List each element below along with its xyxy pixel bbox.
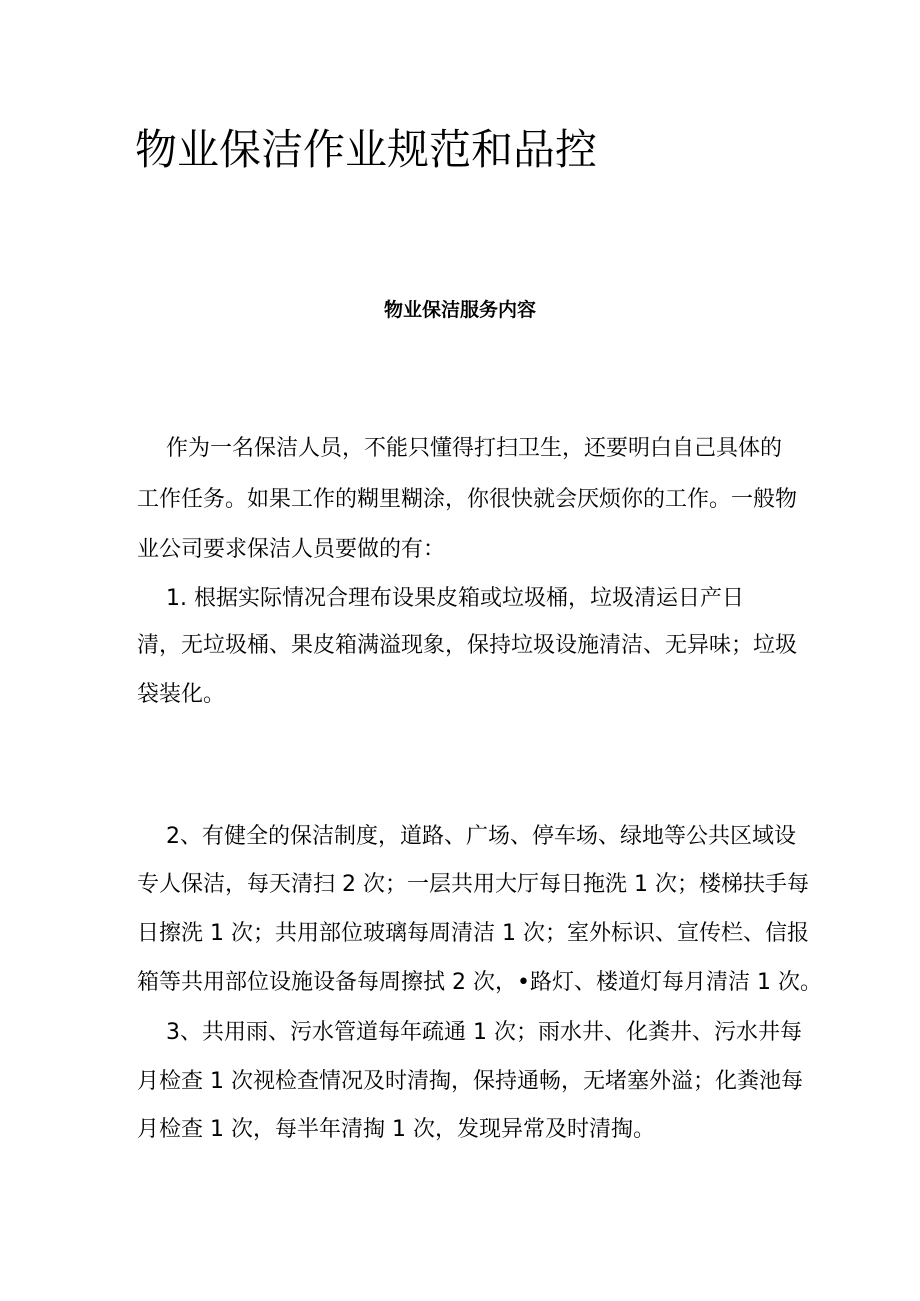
section-title: 物业保洁服务内容 [383, 299, 536, 321]
item-2-line-3: 日擦洗 1 次；共用部位玻璃每周清洁 1 次；室外标识、宣传栏、信报 [137, 921, 809, 946]
intro-line-1: 作为一名保洁人员，不能只懂得打扫卫生，还要明白自己具体的 [166, 436, 783, 461]
item-3-line-3: 月检查 1 次，每半年清掏 1 次，发现异常及时清掏。 [137, 1117, 655, 1142]
item-1-line-3: 袋装化。 [137, 682, 226, 707]
item-3-line-2: 月检查 1 次视检查情况及时清掏，保持通畅，无堵塞外溢；化粪池每 [137, 1069, 803, 1094]
intro-line-2: 工作任务。如果工作的糊里糊涂，你很快就会厌烦你的工作。一般物 [137, 487, 798, 512]
intro-line-3: 业公司要求保洁人员要做的有： [137, 537, 446, 562]
item-3-line-1: 3、共用雨、污水管道每年疏通 1 次；雨水井、化粪井、污水井每 [166, 1020, 802, 1045]
item-2-line-1: 2、有健全的保洁制度，道路、广场、停车场、绿地等公共区域设 [166, 824, 796, 849]
document-title: 物业保洁作业规范和品控 [135, 125, 598, 174]
item-2-line-4: 箱等共用部位设施设备每周擦拭 2 次，•路灯、楼道灯每月清洁 1 次。 [137, 970, 822, 995]
item-1-line-1: 1. 根据实际情况合理布设果皮箱或垃圾桶，垃圾清运日产日 [166, 586, 744, 611]
item-1-line-2: 清，无垃圾桶、果皮箱满溢现象，保持垃圾设施清洁、无异味；垃圾 [137, 633, 798, 658]
item-2-line-2: 专人保洁，每天清扫 2 次；一层共用大厅每日拖洗 1 次；楼梯扶手每 [137, 872, 809, 897]
